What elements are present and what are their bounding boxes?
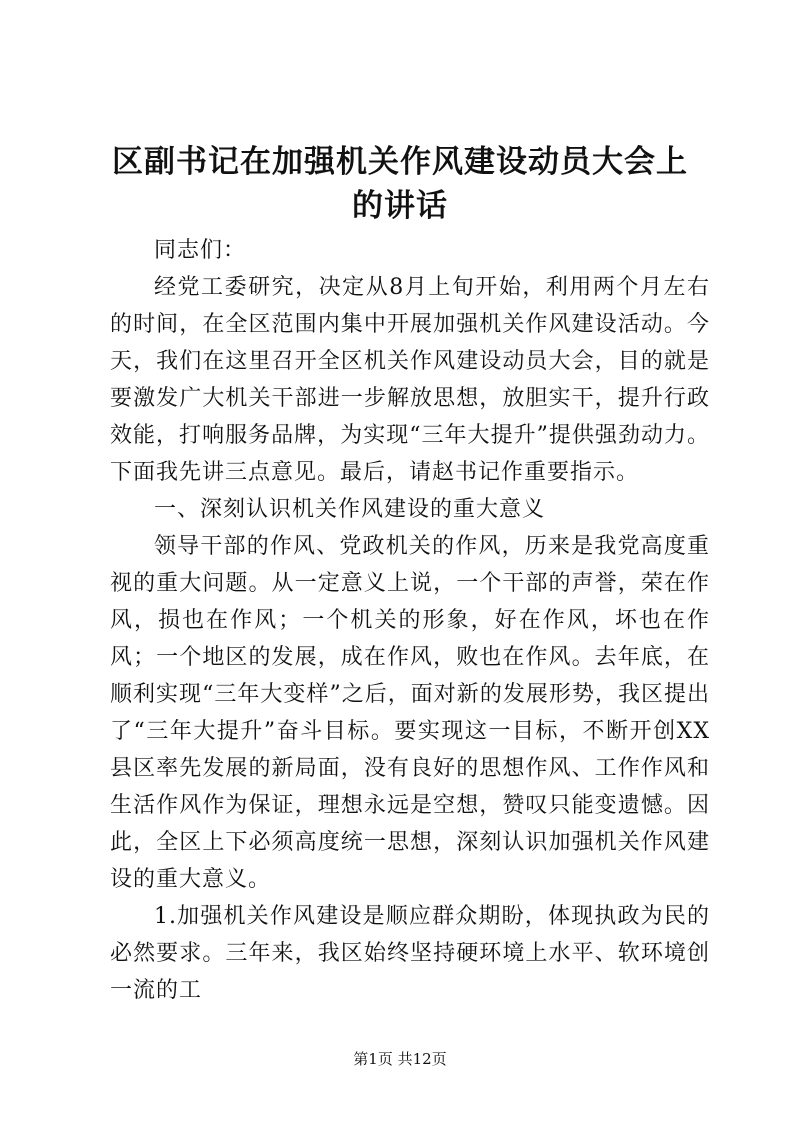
body-paragraph: 领导干部的作风、党政机关的作风，历来是我党高度重视的重大问题。从一定意义上说，一个干部的声誉，荣在作风，损也在作风；一个机关的形象，好在作风，坏也在作风；一个地区的发展，成在作风，败也在作风。去年底，在顺利实现“三年大变样”之后，面对新的发展形势，我区提出了“三年大提升”奋斗目标。要实现这一目标，不断开创XX县区率先发展的新局面，没有良好的思想作风、工作作风和生活作风作为保证，理想永远是空想，赞叹只能变遗憾。因此，全区上下必须高度统一思想，深刻认识加强机关作风建设的重大意义。: [110, 534, 710, 892]
page-footer: 第1页 共12页: [353, 1050, 447, 1068]
document-title: 区副书记在加强机关作风建设动员大会上的讲话: [112, 144, 688, 224]
body-paragraph: 1.加强机关作风建设是顺应群众期盼，体现执政为民的必然要求。三年来，我区始终坚持硬环境上水平、软环境创一流的工: [110, 904, 710, 1003]
salutation-paragraph: 同志们：: [154, 238, 247, 263]
document-body: [110, 232, 710, 1009]
intro-paragraph: 经党工委研究，决定从8月上旬开始，利用两个月左右的时间，在全区范围内集中开展加强机关作风建设活动。今天，我们在这里召开全区机关作风建设动员大会，目的就是要激发广大机关干部进一步解放思想，放胆实干，提升行政效能，打响服务品牌，为实现“三年大提升”提供强劲动力。下面我先讲三点意见。最后，请赵书记作重要指示。: [110, 275, 710, 485]
section-heading: 一、深刻认识机关作风建设的重大意义: [154, 497, 546, 522]
